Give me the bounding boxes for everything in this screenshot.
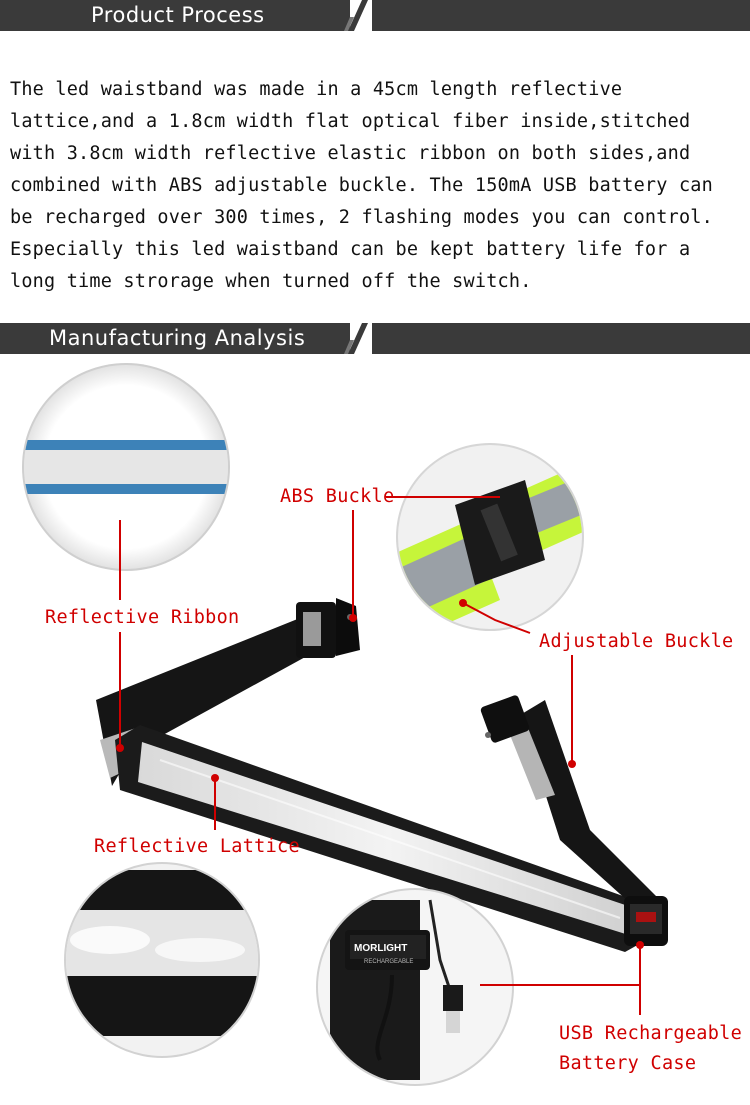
callout-reflective-ribbon: Reflective Ribbon bbox=[45, 607, 240, 628]
callout-usb-case-line2: Battery Case bbox=[559, 1053, 697, 1074]
product-description: The led waistband was made in a 45cm length reflective lattice,and a 1.8cm width flat optical fiber inside,stitched with 3.8cm width reflective elastic ribbon on both sides,and combined with ABS adjustable buckle. The 150mA USB battery can be recharged over 300 times, 2 flashing modes you can control. Especially this led waistband can be kept battery life for a long time strorage when turned off the switch. bbox=[10, 79, 713, 292]
battery-logo-brand: MORLIGHT bbox=[354, 943, 408, 954]
section-title: Manufacturing Analysis bbox=[49, 326, 306, 350]
callout-adjustable-buckle: Adjustable Buckle bbox=[539, 631, 734, 652]
lattice-closeup-circle bbox=[60, 862, 270, 1058]
top-abs-buckle bbox=[296, 598, 360, 658]
section-title: Product Process bbox=[91, 3, 265, 27]
callout-usb-case-line1: USB Rechargeable bbox=[559, 1023, 743, 1044]
belt-battery-case bbox=[624, 896, 668, 946]
battery-logo-sub: RECHARGEABLE bbox=[364, 959, 414, 965]
callout-reflective-lattice: Reflective Lattice bbox=[94, 836, 300, 857]
buckle-closeup-circle bbox=[380, 443, 610, 640]
battery-closeup-circle bbox=[316, 888, 514, 1086]
callout-abs-buckle: ABS Buckle bbox=[280, 486, 395, 507]
ribbon-closeup-circle bbox=[20, 363, 240, 571]
